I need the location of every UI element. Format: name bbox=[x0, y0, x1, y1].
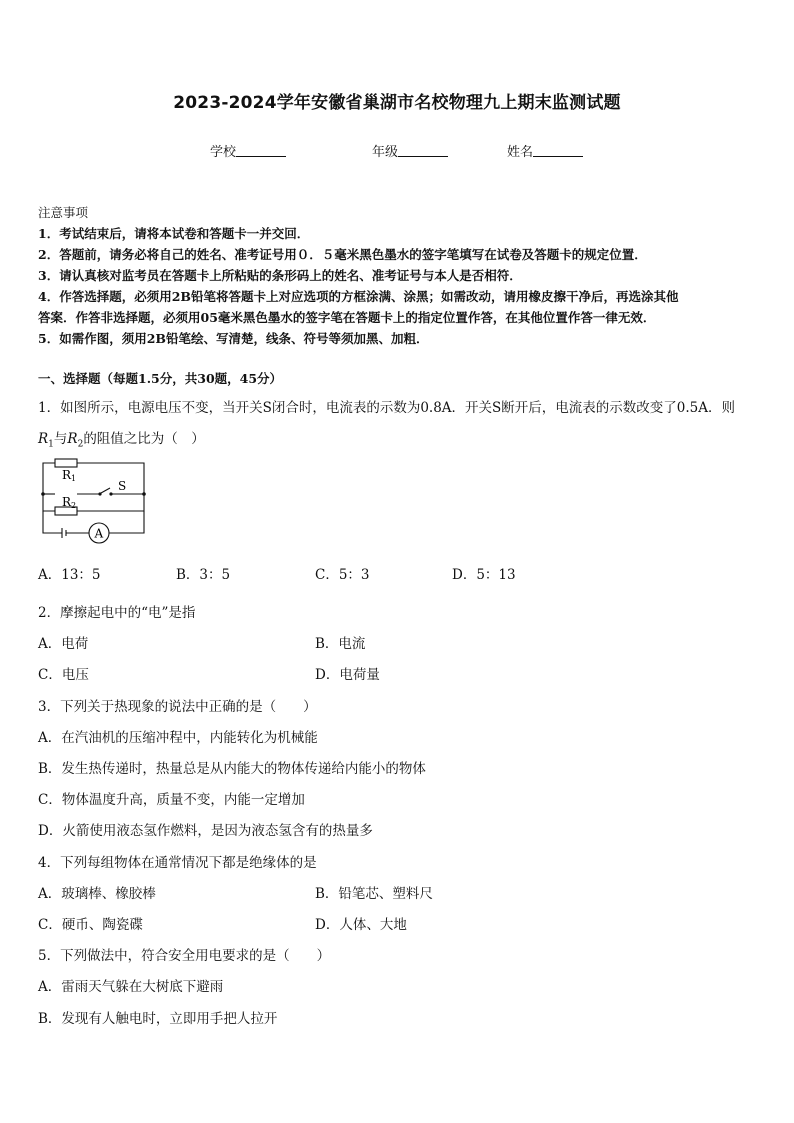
school-label: 学校 bbox=[210, 145, 237, 160]
ammeter-label: A bbox=[94, 526, 104, 541]
q1-option-a[interactable]: A．13：5 bbox=[38, 567, 101, 583]
r1-label: R1 bbox=[62, 468, 77, 483]
notice-item-2: 2．答题前，请务必将自己的姓名、准考证号用０．５毫米黑色墨水的签字笔填写在试卷及答题卡的规定位置． bbox=[38, 247, 647, 262]
q1-option-d[interactable]: D．5：13 bbox=[452, 567, 516, 583]
q1-stem-line2 bbox=[38, 427, 205, 450]
grade-blank bbox=[398, 144, 448, 157]
name-field bbox=[507, 141, 583, 160]
q1-option-c[interactable]: C．5：3 bbox=[315, 567, 370, 583]
q3-option-b[interactable]: B．发生热传递时，热量总是从内能大的物体传递给内能小的物体 bbox=[38, 761, 426, 777]
q5-option-b[interactable]: B．发现有人触电时，立即用手把人拉开 bbox=[38, 1011, 278, 1027]
q5-option-a[interactable]: A．雷雨天气躲在大树底下避雨 bbox=[38, 979, 224, 995]
notice-item-3: 3．请认真核对监考员在答题卡上所粘贴的条形码上的姓名、准考证号与本人是否相符． bbox=[38, 268, 522, 283]
switch-label: S bbox=[118, 479, 127, 493]
q2-option-b[interactable]: B．电流 bbox=[315, 636, 366, 652]
r2-label: R2 bbox=[62, 495, 77, 510]
q2-stem: 2．摩擦起电中的“电”是指 bbox=[38, 605, 196, 621]
r1-symbol: R bbox=[38, 431, 49, 447]
school-blank bbox=[236, 144, 286, 157]
q4-option-b[interactable]: B．铅笔芯、塑料尺 bbox=[315, 886, 433, 902]
name-blank bbox=[533, 144, 583, 157]
q3-option-a[interactable]: A．在汽油机的压缩冲程中，内能转化为机械能 bbox=[38, 730, 318, 746]
notice-item-4: 4．作答选择题，必须用2B铅笔将答题卡上对应选项的方框涂满、涂黑；如需改动，请用橡皮擦干净后，再选涂其他 bbox=[38, 289, 679, 304]
q4-option-a[interactable]: A．玻璃棒、橡胶棒 bbox=[38, 886, 156, 902]
q3-option-c[interactable]: C．物体温度升高，质量不变，内能一定增加 bbox=[38, 792, 305, 808]
circuit-diagram bbox=[36, 456, 154, 548]
r2-symbol: R bbox=[67, 431, 78, 447]
q4-stem: 4．下列每组物体在通常情况下都是绝缘体的是 bbox=[38, 855, 317, 871]
resistor-r1 bbox=[55, 459, 77, 467]
grade-field bbox=[372, 141, 448, 160]
section-heading: 一、选择题（每题1.5分，共30题，45分） bbox=[38, 371, 283, 386]
q4-option-c[interactable]: C．硬币、陶瓷碟 bbox=[38, 917, 143, 933]
switch-s bbox=[101, 488, 110, 493]
q3-option-d[interactable]: D．火箭使用液态氢作燃料，是因为液态氢含有的热量多 bbox=[38, 823, 373, 839]
r1-subscript: 1 bbox=[48, 439, 54, 450]
r2-subscript: 2 bbox=[77, 439, 84, 450]
notice-heading: 注意事项 bbox=[38, 205, 89, 220]
q3-stem: 3．下列关于热现象的说法中正确的是（ ） bbox=[38, 699, 317, 715]
page-title: 2023-2024学年安徽省巢湖市名校物理九上期末监测试题 bbox=[173, 93, 621, 113]
school-field bbox=[210, 141, 286, 160]
q1-tail: 的阻值之比为（ ） bbox=[83, 431, 205, 447]
q2-option-c[interactable]: C．电压 bbox=[38, 667, 89, 683]
notice-item-5: 5．如需作图，须用2B铅笔绘、写清楚，线条、符号等须加黑、加粗． bbox=[38, 331, 429, 346]
notice-item-4-cont: 答案．作答非选择题，必须用05毫米黑色墨水的签字笔在答题卡上的指定位置作答，在其他位置作答一律无效． bbox=[38, 310, 656, 325]
q1-connector: 与 bbox=[53, 431, 68, 447]
name-label: 姓名 bbox=[507, 145, 534, 160]
q1-stem: 1．如图所示，电源电压不变，当开关S闭合时，电流表的示数为0.8A．开关S断开后，电流表的示数改变了0.5A．则 bbox=[38, 400, 736, 416]
q5-stem: 5．下列做法中，符合安全用电要求的是（ ） bbox=[38, 948, 331, 964]
q4-option-d[interactable]: D．人体、大地 bbox=[315, 917, 407, 933]
grade-label: 年级 bbox=[372, 145, 399, 160]
q2-option-d[interactable]: D．电荷量 bbox=[315, 667, 380, 683]
notice-item-1: 1．考试结束后，请将本试卷和答题卡一并交回． bbox=[38, 226, 310, 241]
q1-option-b[interactable]: B．3：5 bbox=[176, 567, 231, 583]
q2-option-a[interactable]: A．电荷 bbox=[38, 636, 89, 652]
